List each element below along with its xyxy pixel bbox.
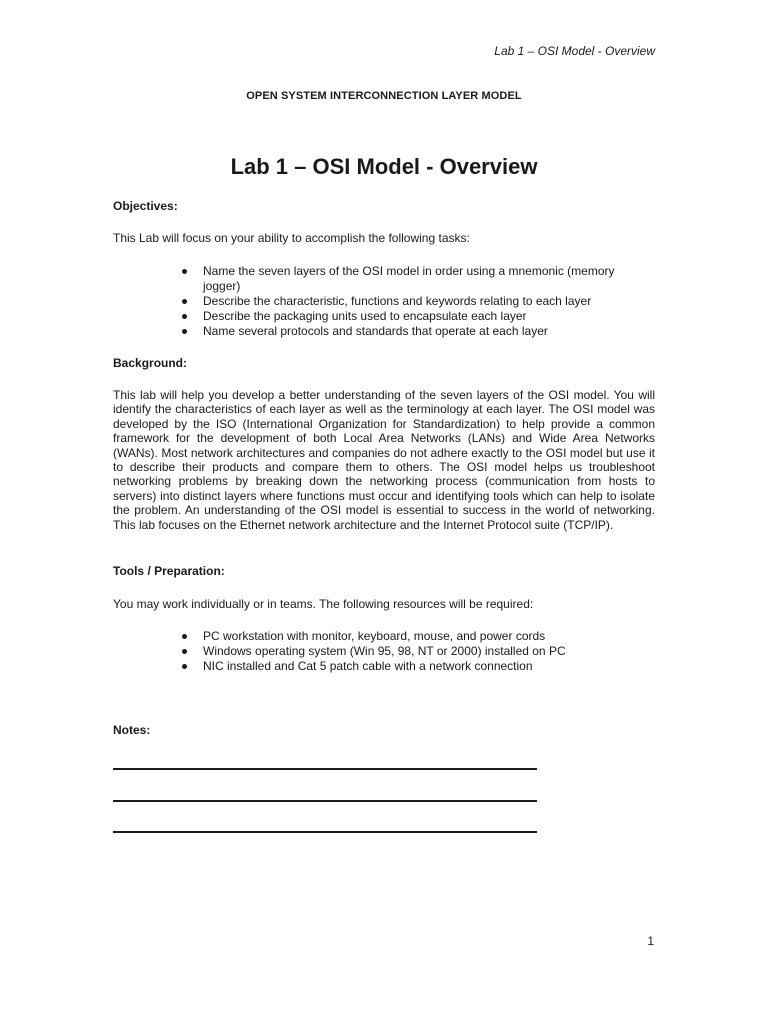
objectives-intro: This Lab will focus on your ability to accomplish the following tasks: — [113, 231, 470, 245]
notes-heading: Notes: — [113, 723, 151, 737]
background-heading: Background: — [113, 356, 188, 370]
tools-list — [180, 629, 640, 674]
running-header: Lab 1 – OSI Model - Overview — [494, 44, 655, 58]
list-item: PC workstation with monitor, keyboard, mouse, and power cords — [180, 629, 640, 644]
tools-heading: Tools / Preparation: — [113, 564, 225, 578]
list-item: Windows operating system (Win 95, 98, NT or 2000) installed on PC — [180, 644, 640, 659]
list-item: NIC installed and Cat 5 patch cable with a network connection — [180, 659, 640, 674]
list-item: Describe the characteristic, functions and keywords relating to each layer — [180, 294, 640, 309]
list-item: Name several protocols and standards that operate at each layer — [180, 324, 640, 339]
objectives-heading: Objectives: — [113, 199, 178, 213]
list-item: Describe the packaging units used to encapsulate each layer — [180, 309, 640, 324]
section-title: OPEN SYSTEM INTERCONNECTION LAYER MODEL — [246, 90, 522, 102]
objectives-list — [180, 264, 640, 339]
tools-intro: You may work individually or in teams. The following resources will be required: — [113, 597, 534, 611]
document-title: Lab 1 – OSI Model - Overview — [230, 154, 538, 179]
notes-writing-line — [113, 768, 537, 770]
notes-writing-line — [113, 831, 537, 833]
list-item: Name the seven layers of the OSI model in order using a mnemonic (memory jogger) — [180, 264, 640, 294]
notes-writing-line — [113, 800, 537, 802]
page-number: 1 — [647, 934, 654, 948]
background-paragraph: This lab will help you develop a better understanding of the seven layers of the OSI model. You will identify the characteristics of each layer as well as the terminology at each layer. The OSI model was developed by the ISO (International Organization for Standardization) to help provide a common framework for the development of both Local Area Networks (LANs) and Wide Area Networks (WANs). Most network architectures and companies do not adhere exactly to the OSI model but use it to describe their products and compare them to others. The OSI model helps us troubleshoot networking problems by breaking down the networking process (communication from hosts to servers) into distinct layers where functions must occur and identifying tools which can help to isolate the problem. An understanding of the OSI model is essential to success in the world of networking. This lab focuses on the Ethernet network architecture and the Internet Protocol suite (TCP/IP). — [113, 388, 655, 532]
